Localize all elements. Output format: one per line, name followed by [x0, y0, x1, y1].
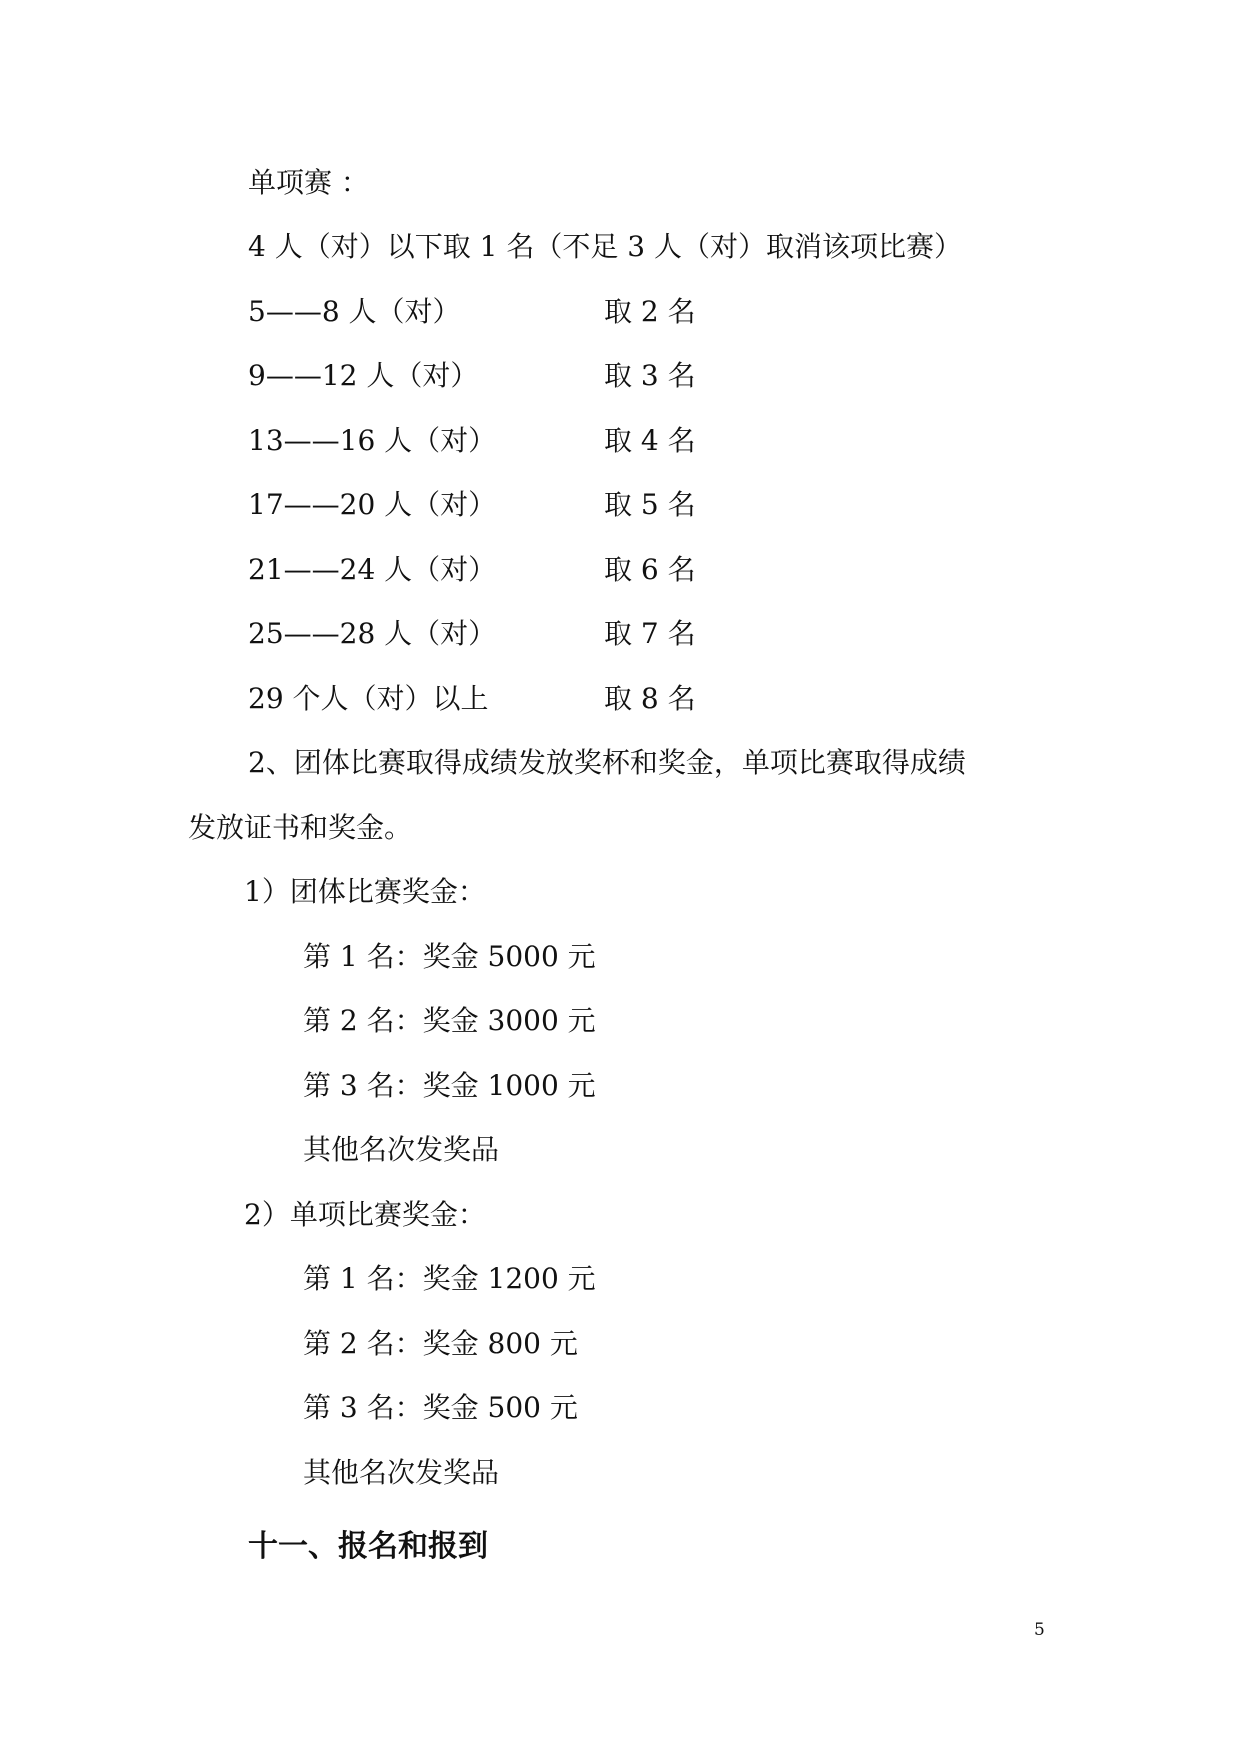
- single-prize-item: 第 3 名：奖金 500 元: [303, 1391, 578, 1424]
- team-prize-item: 第 1 名：奖金 5000 元: [303, 940, 596, 973]
- quota-value: 取 4 名: [604, 424, 696, 457]
- individual-rule-intro: 4 人（对）以下取 1 名（不足 3 人（对）取消该项比赛）: [248, 230, 962, 263]
- quota-range: 13——16 人（对）: [248, 424, 497, 457]
- single-prize-item: 第 2 名：奖金 800 元: [303, 1327, 578, 1360]
- awards-paragraph-line2: 发放证书和奖金。: [188, 811, 413, 844]
- awards-paragraph-line1: 2、团体比赛取得成绩发放奖杯和奖金，单项比赛取得成绩: [248, 746, 966, 779]
- quota-value: 取 5 名: [604, 488, 696, 521]
- quota-range: 29 个人（对）以上: [248, 682, 489, 715]
- section-heading: 十一、报名和报到: [248, 1529, 488, 1564]
- quota-range: 25——28 人（对）: [248, 617, 497, 650]
- individual-title: 单项赛 ：: [248, 166, 369, 199]
- team-prize-item: 第 3 名：奖金 1000 元: [303, 1069, 596, 1102]
- quota-range: 5——8 人（对）: [248, 295, 461, 328]
- single-prize-title: 2）单项比赛奖金：: [244, 1198, 486, 1231]
- quota-value: 取 3 名: [604, 359, 696, 392]
- quota-value: 取 7 名: [604, 617, 696, 650]
- quota-range: 9——12 人（对）: [248, 359, 479, 392]
- quota-range: 21——24 人（对）: [248, 553, 497, 586]
- single-prize-item: 其他名次发奖品: [303, 1456, 500, 1489]
- quota-value: 取 2 名: [604, 295, 696, 328]
- page-number: 5: [1034, 1620, 1045, 1640]
- quota-range: 17——20 人（对）: [248, 488, 497, 521]
- team-prize-title: 1）团体比赛奖金：: [244, 875, 486, 908]
- team-prize-item: 其他名次发奖品: [303, 1133, 500, 1166]
- quota-value: 取 6 名: [604, 553, 696, 586]
- single-prize-item: 第 1 名：奖金 1200 元: [303, 1262, 596, 1295]
- quota-value: 取 8 名: [604, 682, 696, 715]
- team-prize-item: 第 2 名：奖金 3000 元: [303, 1004, 596, 1037]
